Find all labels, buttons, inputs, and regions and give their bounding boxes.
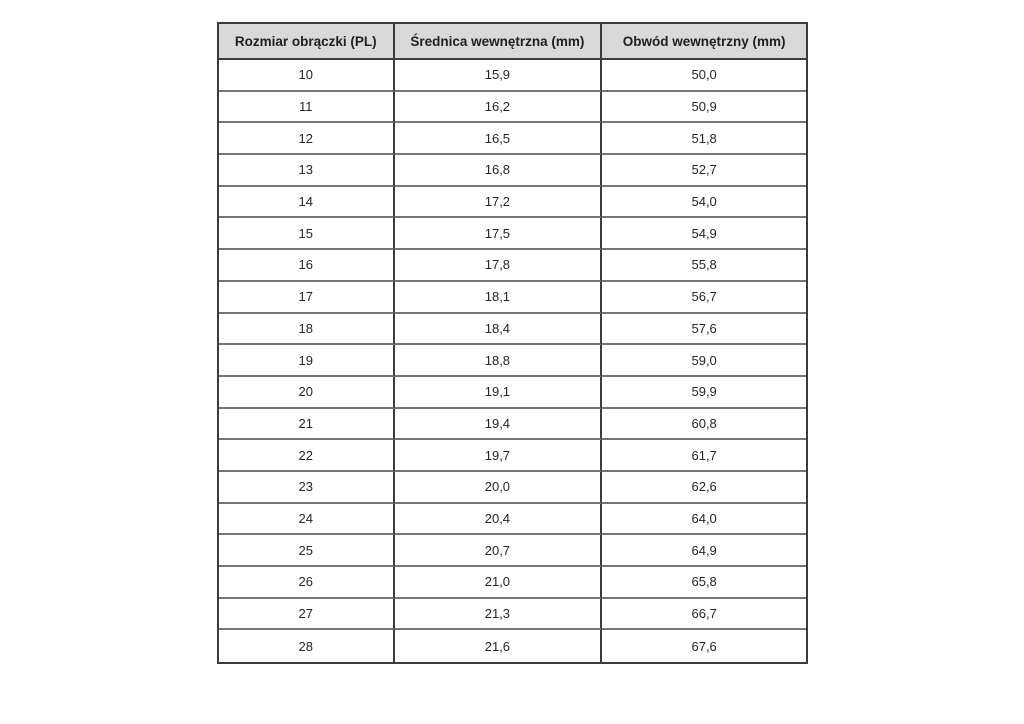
header-inner-circumference: Obwód wewnętrzny (mm)	[602, 24, 806, 60]
table-row	[219, 282, 806, 314]
table-cell: 19	[219, 345, 395, 377]
table-cell: 15	[219, 218, 395, 250]
table-cell: 56,7	[602, 282, 806, 314]
table-row	[219, 250, 806, 282]
table-cell: 17	[219, 282, 395, 314]
table-cell: 10	[219, 60, 395, 92]
table-cell: 23	[219, 472, 395, 504]
table-cell: 24	[219, 504, 395, 536]
table-cell: 22	[219, 440, 395, 472]
table-cell: 16,5	[395, 123, 603, 155]
table-cell: 20	[219, 377, 395, 409]
table-cell: 64,0	[602, 504, 806, 536]
table-cell: 18,1	[395, 282, 603, 314]
table-cell: 12	[219, 123, 395, 155]
table-cell: 64,9	[602, 535, 806, 567]
table-cell: 57,6	[602, 314, 806, 346]
table-row	[219, 535, 806, 567]
table-row	[219, 472, 806, 504]
table-row	[219, 218, 806, 250]
table-cell: 55,8	[602, 250, 806, 282]
table-cell: 19,1	[395, 377, 603, 409]
table-row	[219, 123, 806, 155]
table-row	[219, 60, 806, 92]
table-header	[219, 24, 806, 60]
table-cell: 21,0	[395, 567, 603, 599]
table-cell: 62,6	[602, 472, 806, 504]
table-cell: 67,6	[602, 630, 806, 662]
table-cell: 17,2	[395, 187, 603, 219]
table-cell: 20,7	[395, 535, 603, 567]
table-body	[219, 60, 806, 662]
header-ring-size-pl: Rozmiar obrączki (PL)	[219, 24, 395, 60]
table-cell: 21,3	[395, 599, 603, 631]
table-row	[219, 504, 806, 536]
table-cell: 16	[219, 250, 395, 282]
table-cell: 13	[219, 155, 395, 187]
table-cell: 26	[219, 567, 395, 599]
table-row	[219, 567, 806, 599]
table-cell: 18,8	[395, 345, 603, 377]
table-cell: 61,7	[602, 440, 806, 472]
table-cell: 59,9	[602, 377, 806, 409]
table-cell: 66,7	[602, 599, 806, 631]
table-cell: 54,0	[602, 187, 806, 219]
table-row	[219, 630, 806, 662]
header-inner-diameter: Średnica wewnętrzna (mm)	[395, 24, 603, 60]
table-cell: 11	[219, 92, 395, 124]
table-row	[219, 314, 806, 346]
table-cell: 19,7	[395, 440, 603, 472]
table-cell: 27	[219, 599, 395, 631]
table-cell: 14	[219, 187, 395, 219]
table-cell: 59,0	[602, 345, 806, 377]
table-row	[219, 409, 806, 441]
table-cell: 18,4	[395, 314, 603, 346]
table-cell: 25	[219, 535, 395, 567]
table-cell: 19,4	[395, 409, 603, 441]
table-row	[219, 440, 806, 472]
table-cell: 16,2	[395, 92, 603, 124]
table-row	[219, 92, 806, 124]
table-cell: 50,0	[602, 60, 806, 92]
table-row	[219, 377, 806, 409]
table-cell: 51,8	[602, 123, 806, 155]
table-cell: 28	[219, 630, 395, 662]
table-row	[219, 155, 806, 187]
table-cell: 21	[219, 409, 395, 441]
table-cell: 50,9	[602, 92, 806, 124]
table-row	[219, 599, 806, 631]
table-cell: 65,8	[602, 567, 806, 599]
table-cell: 60,8	[602, 409, 806, 441]
table-cell: 21,6	[395, 630, 603, 662]
table-cell: 20,0	[395, 472, 603, 504]
table-row	[219, 345, 806, 377]
table-cell: 17,8	[395, 250, 603, 282]
table-row	[219, 187, 806, 219]
table-cell: 16,8	[395, 155, 603, 187]
table-cell: 20,4	[395, 504, 603, 536]
table-cell: 15,9	[395, 60, 603, 92]
table-cell: 54,9	[602, 218, 806, 250]
table-header-row	[219, 24, 806, 60]
table-cell: 52,7	[602, 155, 806, 187]
table-cell: 18	[219, 314, 395, 346]
ring-size-table	[217, 22, 808, 664]
table-cell: 17,5	[395, 218, 603, 250]
